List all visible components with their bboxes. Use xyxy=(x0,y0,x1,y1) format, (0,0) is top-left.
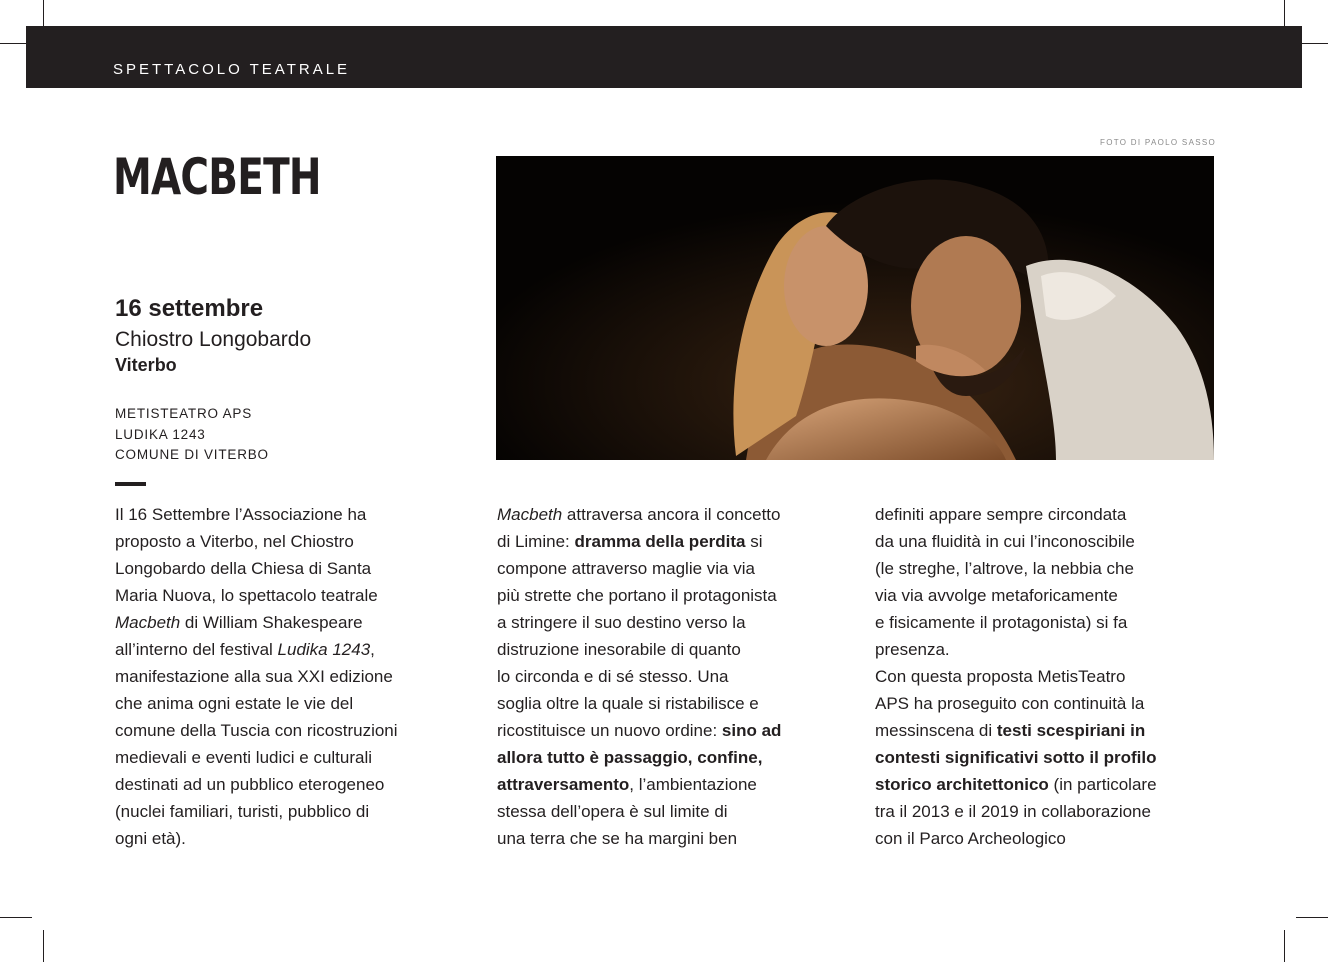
text-line xyxy=(875,609,1225,636)
event-city: Viterbo xyxy=(115,355,177,375)
crop-mark xyxy=(0,917,32,918)
text-run: destinati ad un pubblico eterogeneo xyxy=(115,775,385,794)
text-line xyxy=(875,636,1225,663)
text-run: ogni età). xyxy=(115,829,186,848)
text-run: , xyxy=(370,640,375,659)
bold-run: testi scespiriani in xyxy=(996,721,1146,740)
event-date: 16 settembre xyxy=(115,295,264,322)
organizer: LUDIKA 1243 xyxy=(115,426,206,442)
text-run: ricostituisce un nuovo ordine: xyxy=(497,721,722,740)
text-line xyxy=(497,825,847,852)
text-line xyxy=(497,663,847,690)
text-line xyxy=(115,771,465,798)
text-line xyxy=(875,528,1225,555)
body-column-3 xyxy=(875,501,1225,852)
text-line xyxy=(875,582,1225,609)
bold-run: attraversamento xyxy=(497,775,630,794)
crop-mark xyxy=(1296,917,1328,918)
text-run: soglia oltre la quale si ristabilisce e xyxy=(497,694,759,713)
divider-rule xyxy=(115,482,146,486)
text-run: tra il 2013 e il 2019 in collaborazione xyxy=(875,802,1151,821)
crop-mark xyxy=(1284,930,1285,962)
text-run: si xyxy=(745,532,763,551)
page-title: MACBETH xyxy=(113,148,321,206)
text-line xyxy=(115,717,465,744)
text-run: Longobardo della Chiesa di Santa xyxy=(115,559,372,578)
text-line xyxy=(875,717,1225,744)
text-run: stessa dell’opera è sul limite di xyxy=(497,802,728,821)
text-line xyxy=(497,555,847,582)
text-run: da una fluidità in cui l’inconoscibile xyxy=(875,532,1135,551)
text-line xyxy=(115,690,465,717)
text-line xyxy=(115,798,465,825)
text-run: più strette che portano il protagonista xyxy=(497,586,777,605)
text-run: distruzione inesorabile di quanto xyxy=(497,640,741,659)
text-line xyxy=(115,636,465,663)
bold-run: contesti significativi sotto il profilo xyxy=(875,748,1157,767)
text-run: lo circonda e di sé stesso. Una xyxy=(497,667,729,686)
text-run: di William Shakespeare xyxy=(180,613,363,632)
text-line xyxy=(115,582,465,609)
text-run: proposto a Viterbo, nel Chiostro xyxy=(115,532,354,551)
text-run: (le streghe, l’altrove, la nebbia che xyxy=(875,559,1134,578)
text-run: che anima ogni estate le vie del xyxy=(115,694,354,713)
body-column-1 xyxy=(115,501,465,852)
text-line xyxy=(497,636,847,663)
text-line xyxy=(497,609,847,636)
text-run: (in particolare xyxy=(1048,775,1157,794)
text-line xyxy=(115,744,465,771)
photo-credit: FOTO DI PAOLO SASSO xyxy=(1100,138,1216,147)
text-run: una terra che se ha margini ben xyxy=(497,829,738,848)
text-run: messinscena di xyxy=(875,721,997,740)
text-line xyxy=(497,690,847,717)
event-venue: Chiostro Longobardo xyxy=(115,328,312,351)
text-line xyxy=(875,744,1225,771)
organizer: METISTEATRO APS xyxy=(115,406,253,421)
text-run: di Limine: xyxy=(497,532,575,551)
text-run: Con questa proposta MetisTeatro xyxy=(875,667,1126,686)
text-run: con il Parco Archeologico xyxy=(875,829,1066,848)
text-run: compone attraverso maglie via via xyxy=(497,559,755,578)
text-run: medievali e eventi ludici e culturali xyxy=(115,748,373,767)
text-line xyxy=(497,582,847,609)
text-run: , l’ambientazione xyxy=(629,775,757,794)
text-line xyxy=(497,744,847,771)
text-run: (nuclei familiari, turisti, pubblico di xyxy=(115,802,370,821)
organizer: COMUNE DI VITERBO xyxy=(115,447,269,462)
organizers-list xyxy=(115,404,269,466)
bold-run: sino ad xyxy=(721,721,782,740)
text-line xyxy=(497,798,847,825)
text-line xyxy=(497,771,847,798)
italic-run: Macbeth xyxy=(115,613,181,632)
italic-run: Ludika 1243 xyxy=(277,640,371,659)
bold-run: dramma della perdita xyxy=(574,532,746,551)
text-line xyxy=(497,501,847,528)
text-line xyxy=(875,798,1225,825)
text-run: a stringere il suo destino verso la xyxy=(497,613,746,632)
text-line xyxy=(497,528,847,555)
text-run: comune della Tuscia con ricostruzioni xyxy=(115,721,398,740)
text-line xyxy=(115,528,465,555)
section-header-bar xyxy=(26,26,1302,88)
bold-run: allora tutto è passaggio, confine, xyxy=(497,748,763,767)
text-line xyxy=(115,555,465,582)
stage-photo xyxy=(496,156,1214,460)
text-line xyxy=(875,663,1225,690)
text-line xyxy=(115,501,465,528)
text-run: all’interno del festival xyxy=(115,640,278,659)
text-line xyxy=(875,555,1225,582)
text-run: APS ha proseguito con continuità la xyxy=(875,694,1145,713)
text-line xyxy=(875,501,1225,528)
text-run: attraversa ancora il concetto xyxy=(562,505,781,524)
italic-run: Macbeth xyxy=(497,505,563,524)
text-line xyxy=(875,825,1225,852)
text-line xyxy=(875,690,1225,717)
text-line xyxy=(115,609,465,636)
crop-mark xyxy=(43,930,44,962)
text-line xyxy=(115,663,465,690)
text-run: Il 16 Settembre l’Associazione ha xyxy=(115,505,367,524)
text-run: manifestazione alla sua XXI edizione xyxy=(115,667,393,686)
text-line xyxy=(115,825,465,852)
body-column-2 xyxy=(497,501,847,852)
section-label: SPETTACOLO TEATRALE xyxy=(113,61,351,78)
text-run: e fisicamente il protagonista) si fa xyxy=(875,613,1128,632)
text-run: via via avvolge metaforicamente xyxy=(875,586,1118,605)
text-run: presenza. xyxy=(875,640,950,659)
text-line xyxy=(875,771,1225,798)
bold-run: storico architettonico xyxy=(875,775,1049,794)
text-run: Maria Nuova, lo spettacolo teatrale xyxy=(115,586,378,605)
text-run: definiti appare sempre circondata xyxy=(875,505,1127,524)
text-line xyxy=(497,717,847,744)
